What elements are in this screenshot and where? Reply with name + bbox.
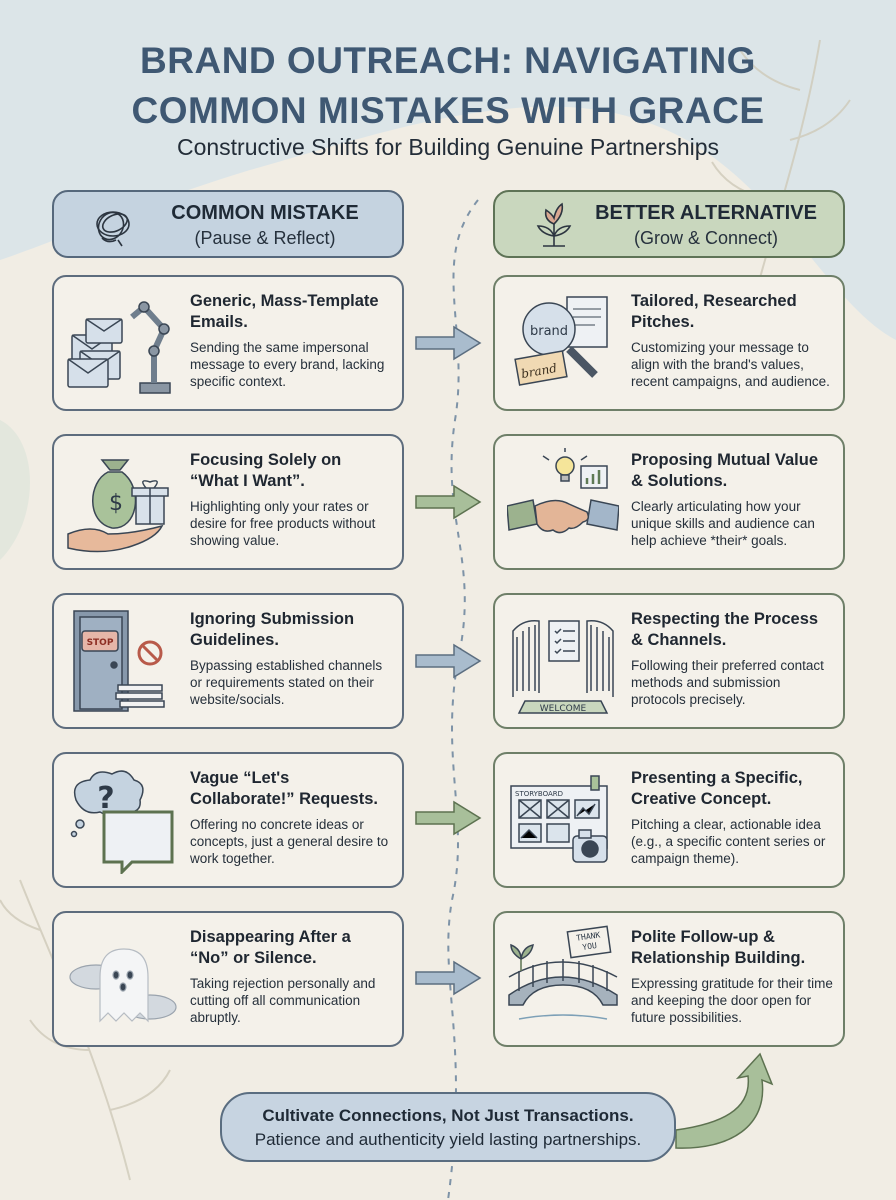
alternative-description: Expressing gratitude for their time and keeping the door open for future possibilities. [631,976,833,1025]
alternative-description: Pitching a clear, actionable idea (e.g., a specific content series or campaign theme). [631,817,826,866]
mistake-title: Vague “Let's Collaborate!” Requests. [190,769,378,808]
better-alternative-header [493,190,845,258]
alternative-card-mutual-value [493,434,845,570]
mistake-card-disappearing [52,911,404,1047]
alternative-title: Polite Follow-up & Relationship Building. [631,928,806,967]
mistake-description: Bypassing established channels or requirements stated on their website/socials. [190,658,383,707]
alternative-description: Following their preferred contact methods and submission protocols precisely. [631,658,824,707]
alternative-title: Respecting the Process & Channels. [631,610,819,649]
footer-headline: Cultivate Connections, Not Just Transactions. [262,1106,634,1125]
page-subtitle: Constructive Shifts for Building Genuine Partnerships [176,134,720,160]
common-mistake-header [52,190,404,258]
you-text: YOU [581,940,598,952]
alternative-description: Customizing your message to align with the brand's values, recent campaigns, and audience. [631,340,830,389]
mistake-description: Taking rejection personally and cutting off all communication abruptly. [190,976,376,1025]
better-alternative-subtitle: (Grow & Connect) [633,228,779,248]
alternative-card-tailored-pitches [493,275,845,411]
question-mark-text: ? [97,781,115,816]
alternative-title: Presenting a Specific, Creative Concept. [631,769,803,808]
welcome-gate-icon [507,607,619,715]
mistake-title: Focusing Solely on “What I Want”. [190,451,342,490]
alternative-card-polite-follow-up [493,911,845,1047]
arrow-right-icon [414,482,482,522]
storyboard-label-text: STORYBOARD [515,790,564,798]
money-bag-gift-icon [66,448,178,556]
title-line-2: COMMON MISTAKES WITH GRACE [131,90,765,131]
alternative-card-respecting-process [493,593,845,729]
stop-door-icon [66,607,178,715]
stop-sign-text: STOP [86,638,114,648]
mistake-card-vague-requests [52,752,404,888]
arrow-right-icon [414,958,482,998]
welcome-mat-text: WELCOME [539,704,587,714]
note-brand-text: brand [520,360,558,382]
tangled-scribble-icon [88,200,138,250]
mistake-description: Offering no concrete ideas or concepts, just a general desire to work together. [190,817,389,866]
bag-dollar-text: $ [109,491,123,516]
mistake-title: Generic, Mass-Template Emails. [190,292,379,331]
thank-text: THANK [575,930,601,943]
footer-tagline: Patience and authenticity yield lasting partnerships. [254,1130,642,1149]
common-mistake-subtitle: (Pause & Reflect) [194,228,336,248]
page-title [0,36,896,136]
arrow-right-icon [414,798,482,838]
mistake-description: Sending the same impersonal message to every brand, lacking specific context. [190,340,385,389]
alternative-description: Clearly articulating how your unique skills and audience can help achieve *their* goals. [631,499,815,548]
alternative-title: Tailored, Researched Pitches. [631,292,797,331]
ghost-icon [66,925,178,1033]
arrow-right-icon [414,641,482,681]
alternative-title: Proposing Mutual Value & Solutions. [631,451,819,490]
handshake-idea-icon [507,448,619,556]
robot-arm-envelopes-icon [66,289,178,397]
storyboard-camera-icon [507,766,619,874]
mistake-card-what-i-want [52,434,404,570]
glass-brand-text: brand [529,324,569,339]
footer-banner [220,1092,676,1162]
arrow-right-icon [414,323,482,363]
common-mistake-title: COMMON MISTAKE [171,202,359,224]
better-alternative-title: BETTER ALTERNATIVE [595,202,817,224]
mistake-card-generic-emails [52,275,404,411]
mistake-description: Highlighting only your rates or desire for free products without showing value. [190,499,376,548]
mistake-title: Disappearing After a “No” or Silence. [190,928,351,967]
alternative-card-creative-concept [493,752,845,888]
mistake-title: Ignoring Submission Guidelines. [190,610,355,649]
title-line-1: BRAND OUTREACH: NAVIGATING [140,40,756,81]
question-bubble-icon [66,766,178,874]
magnifier-brand-icon [507,289,619,397]
mistake-card-ignoring-guidelines [52,593,404,729]
bridge-thankyou-icon [507,925,619,1033]
sprouting-flower-icon [529,200,579,250]
